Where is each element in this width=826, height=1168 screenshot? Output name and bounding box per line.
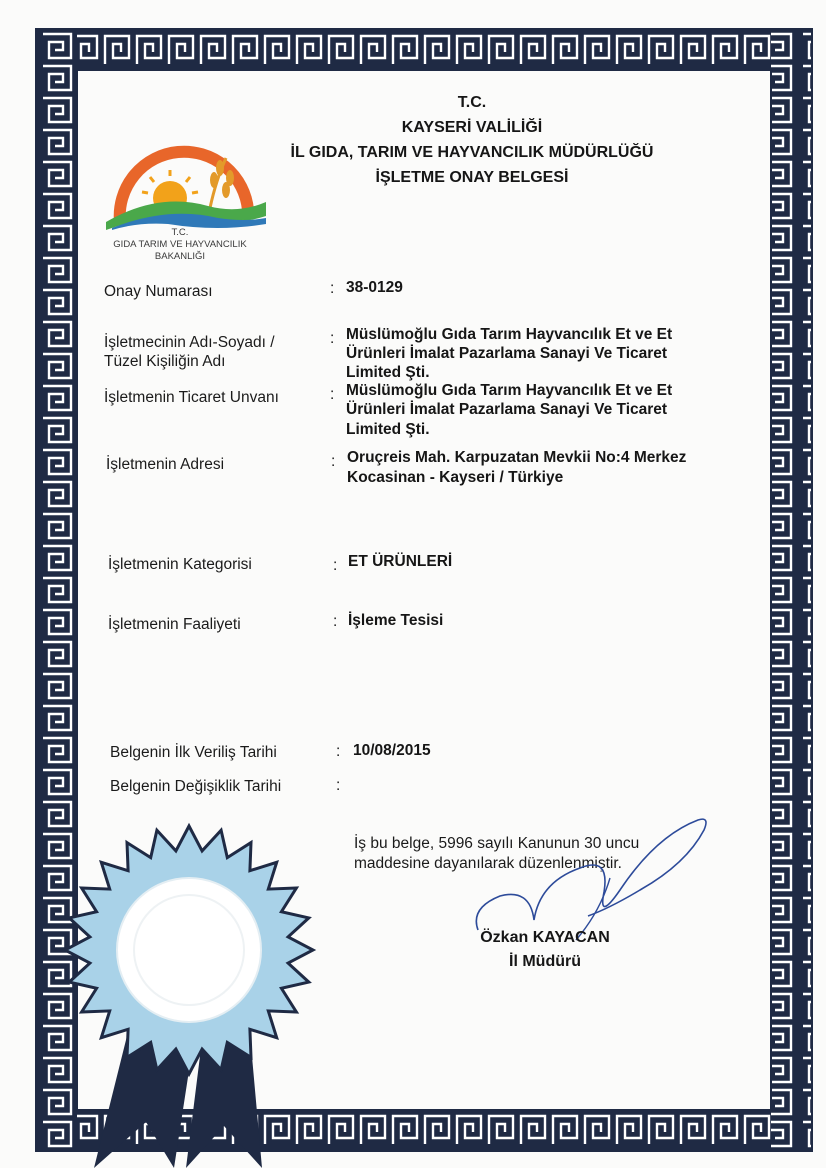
address-value-line2: Kocasinan - Kayseri / Türkiye [347,469,564,486]
operator-name-label-line2: Tüzel Kişiliğin Adı [104,353,226,370]
first-issue-date-label: Belgenin İlk Veriliş Tarihi [110,744,277,761]
address-label: İşletmenin Adresi [106,456,225,473]
colon: : [330,280,335,297]
trade-name-value-line2: Ürünleri İmalat Pazarlama Sanayi Ve Ticaret [346,401,668,418]
operator-name-value-line1: Müslümoğlu Gıda Tarım Hayvancılık Et ve Et [346,326,673,343]
rosette-seal [58,822,320,1168]
colon: : [336,777,341,794]
category-value: ET ÜRÜNLERİ [348,553,453,570]
approval-no-label: Onay Numarası [104,283,213,300]
legal-notice-line1: İş bu belge, 5996 sayılı Kanunun 30 uncu [354,835,640,852]
approval-no-value: 38-0129 [346,279,403,296]
first-issue-date-value: 10/08/2015 [353,742,431,759]
colon: : [336,743,341,760]
trade-name-label: İşletmenin Ticaret Unvanı [104,389,279,406]
category-label: İşletmenin Kategorisi [108,556,252,573]
colon: : [330,386,335,403]
header-tc: T.C. [457,94,487,111]
address-value-line1: Oruçreis Mah. Karpuzatan Mevkii No:4 Merkez [347,449,687,466]
logo-tc: T.C. [171,227,189,238]
colon: : [333,557,338,574]
activity-label: İşletmenin Faaliyeti [108,616,241,633]
logo-ministry-line2: BAKANLIĞI [154,251,206,262]
change-date-label: Belgenin Değişiklik Tarihi [110,778,282,795]
header-certificate-title: İŞLETME ONAY BELGESİ [375,169,569,186]
header-governorship: KAYSERİ VALİLİĞİ [401,119,543,136]
header-directorate: İL GIDA, TARIM VE HAYVANCILIK MÜDÜRLÜĞÜ [290,144,654,161]
logo-ministry-line1: GIDA TARIM VE HAYVANCILIK [113,239,247,250]
operator-name-label-line1: İşletmecinin Adı-Soyadı / [104,334,275,351]
colon: : [333,613,338,630]
operator-name-value-line3: Limited Şti. [346,364,430,381]
colon: : [331,453,336,470]
legal-notice-line2: maddesine dayanılarak düzenlenmiştir. [354,855,622,872]
operator-name-value-line2: Ürünleri İmalat Pazarlama Sanayi Ve Ticaret [346,345,668,362]
trade-name-value-line1: Müslümoğlu Gıda Tarım Hayvancılık Et ve Et [346,382,673,399]
signer-title: İl Müdürü [509,953,581,970]
trade-name-value-line3: Limited Şti. [346,421,430,438]
colon: : [330,330,335,347]
ministry-logo [98,110,270,230]
signer-name: Özkan KAYACAN [480,929,610,946]
activity-value: İşleme Tesisi [348,612,444,629]
